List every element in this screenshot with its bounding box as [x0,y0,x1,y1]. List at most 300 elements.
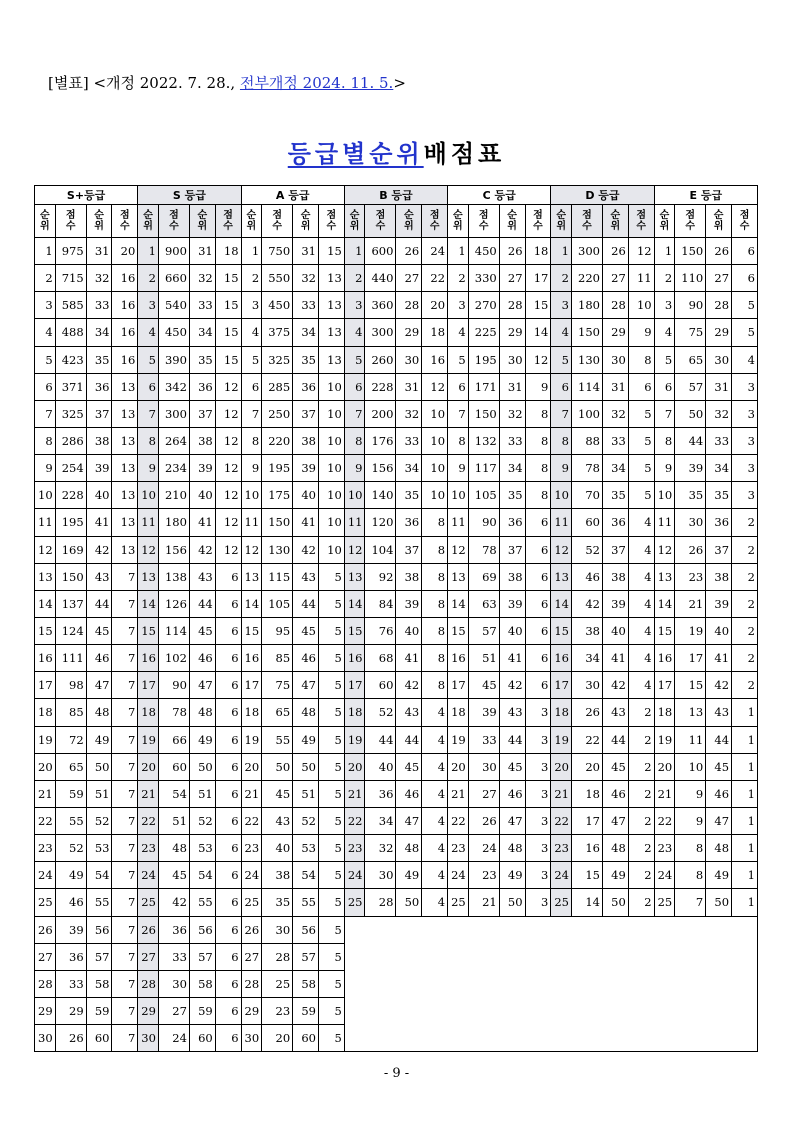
rank-cell: 22 [241,807,262,834]
rank-cell: 44 [396,726,422,753]
empty-area [344,1025,757,1052]
rank-cell: 1 [138,238,159,265]
rank-cell: 48 [293,699,319,726]
score-cell: 130 [262,536,293,563]
score-cell: 6 [215,943,241,970]
rank-cell: 35 [396,482,422,509]
score-cell: 10 [318,536,344,563]
column-header-rank: 순 위 [344,205,365,238]
rank-cell: 41 [86,509,112,536]
score-cell: 2 [628,699,654,726]
rank-cell: 36 [396,509,422,536]
rank-cell: 14 [35,590,56,617]
score-cell: 4 [422,780,448,807]
rank-cell: 25 [551,889,572,916]
score-cell: 104 [365,536,396,563]
rank-cell: 17 [35,672,56,699]
score-cell: 3 [525,807,551,834]
rank-cell: 36 [602,509,628,536]
rank-cell: 28 [138,970,159,997]
rank-cell: 6 [551,373,572,400]
rank-cell: 44 [499,726,525,753]
column-header-rank: 순 위 [499,205,525,238]
score-cell: 171 [468,373,499,400]
score-cell: 60 [158,753,189,780]
rank-cell: 2 [241,265,262,292]
score-cell: 5 [318,590,344,617]
score-cell: 100 [571,400,602,427]
rank-cell: 14 [448,590,469,617]
rank-cell: 47 [602,807,628,834]
score-cell: 975 [55,238,86,265]
grade-header-3: B 등급 [344,186,447,205]
rank-cell: 23 [35,835,56,862]
score-cell: 8 [525,427,551,454]
score-cell: 5 [318,997,344,1024]
score-cell: 36 [158,916,189,943]
column-header-score: 점 수 [55,205,86,238]
score-cell: 5 [732,319,758,346]
score-cell: 1 [732,807,758,834]
score-cell: 6 [215,1025,241,1052]
rank-cell: 8 [551,427,572,454]
amendment-link[interactable]: 전부개정 2024. 11. 5. [239,74,394,92]
rank-cell: 51 [293,780,319,807]
rank-cell: 39 [396,590,422,617]
rank-cell: 22 [138,807,159,834]
rank-cell: 45 [499,753,525,780]
score-cell: 8 [422,672,448,699]
rank-cell: 19 [241,726,262,753]
rank-cell: 21 [551,780,572,807]
rank-cell: 33 [602,427,628,454]
score-cell: 24 [468,835,499,862]
score-cell: 5 [318,970,344,997]
rank-cell: 25 [241,889,262,916]
rank-cell: 57 [86,943,112,970]
rank-cell: 26 [35,916,56,943]
rank-cell: 11 [654,509,675,536]
score-cell: 7 [112,862,138,889]
rank-cell: 6 [448,373,469,400]
rank-cell: 9 [241,455,262,482]
column-header-score: 점 수 [215,205,241,238]
score-cell: 14 [525,319,551,346]
rank-cell: 46 [189,645,215,672]
score-cell: 30 [675,509,706,536]
rank-cell: 21 [344,780,365,807]
score-cell: 54 [158,780,189,807]
rank-cell: 9 [138,455,159,482]
rank-cell: 19 [344,726,365,753]
rank-cell: 29 [241,997,262,1024]
score-cell: 75 [675,319,706,346]
score-cell: 3 [525,889,551,916]
rank-cell: 60 [293,1025,319,1052]
rank-cell: 15 [654,617,675,644]
score-table [34,185,758,1052]
score-cell: 50 [262,753,293,780]
rank-cell: 48 [396,835,422,862]
rank-cell: 39 [86,455,112,482]
score-cell: 5 [318,1025,344,1052]
rank-cell: 14 [654,590,675,617]
score-cell: 5 [318,699,344,726]
score-cell: 5 [318,672,344,699]
score-cell: 26 [468,807,499,834]
score-cell: 300 [365,319,396,346]
rank-cell: 18 [35,699,56,726]
rank-cell: 16 [551,645,572,672]
rank-cell: 7 [551,400,572,427]
rank-cell: 56 [293,916,319,943]
score-cell: 371 [55,373,86,400]
rank-cell: 15 [448,617,469,644]
score-cell: 78 [571,455,602,482]
rank-cell: 32 [396,400,422,427]
score-cell: 330 [468,265,499,292]
column-header-rank: 순 위 [35,205,56,238]
score-cell: 15 [525,292,551,319]
score-cell: 12 [525,346,551,373]
rank-cell: 46 [293,645,319,672]
column-header-score: 점 수 [422,205,448,238]
rank-cell: 5 [551,346,572,373]
rank-cell: 21 [35,780,56,807]
score-cell: 5 [732,292,758,319]
score-cell: 342 [158,373,189,400]
rank-cell: 39 [499,590,525,617]
rank-cell: 56 [189,916,215,943]
rank-cell: 43 [293,563,319,590]
rank-cell: 37 [499,536,525,563]
score-cell: 195 [468,346,499,373]
rank-cell: 34 [396,455,422,482]
rank-cell: 60 [86,1025,112,1052]
score-cell: 7 [112,645,138,672]
score-cell: 6 [215,807,241,834]
score-cell: 10 [318,509,344,536]
rank-cell: 26 [396,238,422,265]
score-cell: 6 [525,563,551,590]
score-cell: 45 [262,780,293,807]
rank-cell: 31 [602,373,628,400]
score-cell: 34 [571,645,602,672]
score-cell: 25 [262,970,293,997]
rank-cell: 3 [241,292,262,319]
score-cell: 70 [571,482,602,509]
rank-cell: 33 [396,427,422,454]
score-cell: 900 [158,238,189,265]
score-cell: 4 [422,889,448,916]
score-cell: 2 [732,509,758,536]
rank-cell: 54 [293,862,319,889]
score-cell: 69 [468,563,499,590]
score-cell: 180 [571,292,602,319]
score-cell: 13 [112,482,138,509]
score-cell: 18 [525,238,551,265]
score-cell: 150 [468,400,499,427]
rank-cell: 50 [86,753,112,780]
score-cell: 2 [732,672,758,699]
rank-cell: 14 [344,590,365,617]
rank-cell: 1 [448,238,469,265]
score-cell: 5 [318,916,344,943]
score-cell: 7 [112,943,138,970]
rank-cell: 14 [138,590,159,617]
table-row [35,835,758,862]
rank-cell: 15 [344,617,365,644]
rank-cell: 5 [138,346,159,373]
score-cell: 59 [55,780,86,807]
score-cell: 300 [571,238,602,265]
rank-cell: 19 [448,726,469,753]
score-cell: 1 [732,726,758,753]
rank-cell: 8 [448,427,469,454]
rank-cell: 46 [706,780,732,807]
score-cell: 6 [215,590,241,617]
score-cell: 24 [158,1025,189,1052]
rank-cell: 6 [138,373,159,400]
rank-cell: 39 [602,590,628,617]
column-header-rank: 순 위 [551,205,572,238]
rank-cell: 38 [86,427,112,454]
rank-cell: 9 [344,455,365,482]
rank-cell: 53 [189,835,215,862]
score-cell: 132 [468,427,499,454]
empty-area [344,997,757,1024]
score-cell: 13 [318,265,344,292]
rank-cell: 16 [344,645,365,672]
table-row [35,373,758,400]
rank-cell: 22 [654,807,675,834]
rank-cell: 3 [344,292,365,319]
rank-cell: 2 [35,265,56,292]
score-cell: 30 [468,753,499,780]
table-row [35,319,758,346]
score-cell: 2 [732,590,758,617]
rank-cell: 14 [241,590,262,617]
rank-cell: 46 [86,645,112,672]
score-cell: 6 [215,699,241,726]
rank-cell: 10 [551,482,572,509]
rank-cell: 22 [551,807,572,834]
score-cell: 150 [55,563,86,590]
rank-cell: 6 [35,373,56,400]
column-header-score: 점 수 [112,205,138,238]
column-header-score: 점 수 [365,205,396,238]
empty-area [344,916,757,943]
rank-cell: 27 [241,943,262,970]
rank-cell: 31 [499,373,525,400]
rank-cell: 13 [551,563,572,590]
rank-cell: 52 [189,807,215,834]
column-header-rank: 순 위 [448,205,469,238]
rank-cell: 3 [448,292,469,319]
rank-cell: 42 [602,672,628,699]
score-cell: 33 [158,943,189,970]
score-cell: 6 [525,536,551,563]
column-header-rank: 순 위 [86,205,112,238]
score-cell: 8 [525,482,551,509]
score-cell: 57 [468,617,499,644]
score-cell: 10 [318,455,344,482]
score-cell: 52 [365,699,396,726]
page-title [0,134,793,169]
score-cell: 51 [468,645,499,672]
page-number: - 9 - [383,1066,410,1081]
rank-cell: 16 [35,645,56,672]
rank-cell: 48 [189,699,215,726]
rank-cell: 46 [499,780,525,807]
rank-cell: 45 [602,753,628,780]
rank-cell: 27 [396,265,422,292]
rank-cell: 40 [706,617,732,644]
score-cell: 12 [215,509,241,536]
rank-cell: 57 [293,943,319,970]
table-row [35,346,758,373]
score-cell: 5 [318,726,344,753]
rank-cell: 44 [706,726,732,753]
rank-cell: 45 [706,753,732,780]
rank-cell: 24 [241,862,262,889]
rank-cell: 18 [551,699,572,726]
rank-cell: 23 [654,835,675,862]
score-cell: 95 [262,617,293,644]
table-row [35,672,758,699]
score-cell: 150 [262,509,293,536]
column-header-rank: 순 위 [602,205,628,238]
rank-cell: 27 [499,265,525,292]
score-cell: 60 [365,672,396,699]
title-black-part: 배점표 [423,140,506,168]
rank-cell: 13 [344,563,365,590]
table-row [35,238,758,265]
score-cell: 5 [318,617,344,644]
rank-cell: 15 [241,617,262,644]
score-cell: 2 [732,645,758,672]
score-cell: 30 [262,916,293,943]
score-cell: 50 [675,400,706,427]
column-header-score: 점 수 [468,205,499,238]
rank-cell: 29 [499,319,525,346]
score-cell: 124 [55,617,86,644]
rank-cell: 53 [86,835,112,862]
score-cell: 98 [55,672,86,699]
score-cell: 35 [262,889,293,916]
rank-cell: 13 [35,563,56,590]
rank-cell: 49 [706,862,732,889]
score-cell: 660 [158,265,189,292]
score-cell: 42 [158,889,189,916]
score-cell: 130 [571,346,602,373]
rank-cell: 48 [602,835,628,862]
score-cell: 5 [318,645,344,672]
rank-cell: 22 [448,807,469,834]
score-cell: 16 [571,835,602,862]
score-cell: 210 [158,482,189,509]
rank-cell: 49 [293,726,319,753]
score-cell: 65 [262,699,293,726]
grade-header-0: S+등급 [35,186,138,205]
rank-cell: 3 [551,292,572,319]
rank-cell: 49 [189,726,215,753]
score-cell: 7 [112,916,138,943]
score-cell: 195 [55,509,86,536]
score-cell: 5 [628,400,654,427]
rank-cell: 20 [448,753,469,780]
column-header-rank: 순 위 [189,205,215,238]
amendment-suffix: > [393,74,406,92]
rank-cell: 9 [448,455,469,482]
rank-cell: 5 [35,346,56,373]
rank-cell: 40 [293,482,319,509]
rank-cell: 39 [293,455,319,482]
column-header-rank: 순 위 [396,205,422,238]
grade-header-6: E 등급 [654,186,757,205]
score-cell: 66 [158,726,189,753]
rank-cell: 8 [241,427,262,454]
score-cell: 1 [732,780,758,807]
score-cell: 228 [55,482,86,509]
score-cell: 17 [571,807,602,834]
rank-cell: 34 [706,455,732,482]
score-cell: 10 [318,427,344,454]
rank-cell: 17 [241,672,262,699]
score-cell: 49 [55,862,86,889]
table-row [35,265,758,292]
score-cell: 88 [571,427,602,454]
rank-cell: 4 [241,319,262,346]
score-cell: 20 [112,238,138,265]
score-cell: 220 [571,265,602,292]
score-cell: 90 [468,509,499,536]
score-cell: 3 [525,699,551,726]
rank-cell: 28 [241,970,262,997]
score-cell: 488 [55,319,86,346]
rank-cell: 40 [396,617,422,644]
rank-cell: 45 [86,617,112,644]
rank-cell: 42 [396,672,422,699]
table-row [35,563,758,590]
amendment-prefix: [별표] <개정 2022. 7. 28., [48,74,240,92]
rank-cell: 40 [602,617,628,644]
rank-cell: 55 [189,889,215,916]
rank-cell: 24 [138,862,159,889]
score-cell: 585 [55,292,86,319]
score-cell: 156 [365,455,396,482]
score-cell: 12 [215,373,241,400]
score-cell: 10 [318,400,344,427]
score-cell: 26 [55,1025,86,1052]
rank-cell: 35 [602,482,628,509]
rank-cell: 4 [551,319,572,346]
table-row [35,617,758,644]
score-cell: 8 [525,455,551,482]
score-cell: 12 [422,373,448,400]
column-header-rank: 순 위 [654,205,675,238]
score-cell: 3 [732,373,758,400]
score-cell: 6 [215,889,241,916]
score-cell: 12 [215,427,241,454]
score-cell: 2 [628,726,654,753]
rank-cell: 25 [344,889,365,916]
score-cell: 6 [732,238,758,265]
score-cell: 4 [422,862,448,889]
rank-cell: 42 [293,536,319,563]
column-header-rank: 순 위 [241,205,262,238]
rank-cell: 12 [551,536,572,563]
